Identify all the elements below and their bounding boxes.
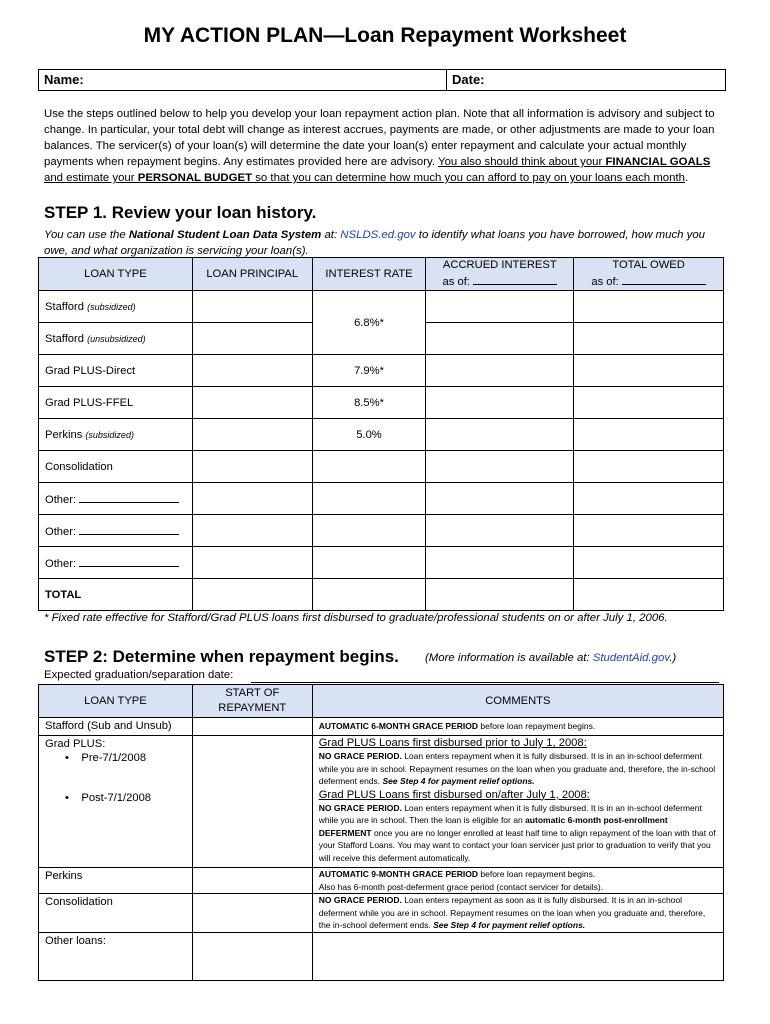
table-row: Other:	[39, 515, 724, 547]
name-date-bar	[38, 69, 726, 91]
table-row: Perkins (subsidized) 5.0%	[39, 419, 724, 451]
table-row: Consolidation NO GRACE PERIOD. Loan enters repayment as soon as it is fully disbursed. It is in an in-school deferment while you are in school. Repayment resumes on the loan when you graduate and, therefore, the in-school deferment ends. See Step 4 for payment relief options.	[39, 894, 724, 933]
table-header	[39, 258, 724, 291]
step2-note: (More information is available at: StudentAid.gov.)	[425, 652, 677, 664]
page-title: MY ACTION PLAN—Loan Repayment Worksheet	[143, 24, 627, 47]
accrued-cell[interactable]	[426, 419, 574, 451]
intro-paragraph: Use the steps outlined below to help you develop your loan repayment action plan. Note that all information is advisory and subject to change. In particular, your total debt will change as interest accrues, payments are made, or other adjustments are made to your loan balances. The servicer(s) of your loan(s) will determine the date your loan(s) enter repayment and calculate your actual monthly payments when repayment begins. Any estimates provided here are advisory. You also should think about your FINANCIAL GOALS and estimate your PERSONAL BUDGET so that you can determine how much you can afford to pay on your loans each month.	[44, 108, 715, 184]
repayment-table	[38, 684, 724, 981]
table-row: Stafford (Sub and Unsub) AUTOMATIC 6-MONTH GRACE PERIOD before loan repayment begins.	[39, 718, 724, 736]
table-row: Stafford (unsubsidized)	[39, 323, 724, 355]
name-field[interactable]: Name:	[44, 72, 84, 87]
principal-cell[interactable]	[192, 355, 312, 387]
principal-cell[interactable]	[192, 291, 312, 323]
table-row: Consolidation	[39, 451, 724, 483]
col-principal: LOAN PRINCIPAL	[192, 258, 312, 291]
nslds-link[interactable]: NSLDS.ed.gov	[340, 229, 416, 241]
col-loan-type: LOAN TYPE	[39, 258, 193, 291]
table-row: Other:	[39, 547, 724, 579]
step1-note: You can use the National Student Loan Data System at: NSLDS.ed.gov to identify what loans you have borrowed, how much you owe, and what organization is servicing your loan(s).	[44, 229, 706, 257]
total-row: TOTAL	[39, 579, 724, 611]
step2-heading: STEP 2: Determine when repayment begins.	[44, 647, 399, 666]
total-cell[interactable]	[574, 323, 724, 355]
accrued-cell[interactable]	[426, 323, 574, 355]
loan-history-table	[38, 257, 724, 611]
total-cell[interactable]	[574, 419, 724, 451]
principal-cell[interactable]	[192, 419, 312, 451]
total-cell[interactable]	[574, 355, 724, 387]
principal-cell[interactable]	[192, 387, 312, 419]
stafford-rate: 6.8%*	[312, 291, 426, 355]
table-row: Grad PLUS: • Pre-7/1/2008 • Post-7/1/2008 Grad PLUS Loans first disbursed prior to July 1, 2008: NO GRACE PERIOD. Loan enters repayment when it is fully disbursed. It is in an in-school deferment while you are in school. Repayment resumes on the loan when you graduate and, therefore, the in-school deferment ends. See Step 4 for payment relief options. Grad PLUS Loans first disbursed on/after July 1, 2008: NO GRACE PERIOD. Loan enters repayment when it is fully disbursed. It is in an in-school deferment while you are in school. Then the loan is eligible for an automatic 6-month post-enrollment DEFERMENT once you are no longer enrolled at least half time to align repayment of the loan with that of your Stafford Loans. You may want to contact your loan servicer just prior to graduation to verify that you will receive this deferment automatically.	[39, 736, 724, 868]
rate-footnote: * Fixed rate effective for Stafford/Grad PLUS loans first disbursed to graduate/professional students on or after July 1, 2006.	[44, 612, 668, 624]
studentaid-link[interactable]: StudentAid.gov	[592, 652, 670, 664]
principal-cell[interactable]	[192, 323, 312, 355]
total-cell[interactable]	[574, 291, 724, 323]
table-row: Other:	[39, 483, 724, 515]
accrued-cell[interactable]	[426, 355, 574, 387]
date-field[interactable]: Date:	[446, 70, 722, 90]
col-total: TOTAL OWED as of:	[574, 258, 724, 291]
table-row: Grad PLUS-Direct 7.9%*	[39, 355, 724, 387]
step1-heading: STEP 1. Review your loan history.	[44, 203, 317, 222]
table-row: Stafford (subsidized) 6.8%*	[39, 291, 724, 323]
accrued-cell[interactable]	[426, 291, 574, 323]
accrued-cell[interactable]	[426, 387, 574, 419]
table-row: Perkins AUTOMATIC 9-MONTH GRACE PERIOD before loan repayment begins. Also has 6-month post-deferment grace period (contact servicer for details).	[39, 868, 724, 894]
expected-date-label: Expected graduation/separation date:	[44, 669, 234, 681]
col-accrued: ACCRUED INTEREST as of:	[426, 258, 574, 291]
table-row: Other loans:	[39, 932, 724, 980]
col-rate: INTEREST RATE	[312, 258, 426, 291]
total-cell[interactable]	[574, 387, 724, 419]
table-header: LOAN TYPE START OF REPAYMENT COMMENTS	[39, 685, 724, 718]
table-row: Grad PLUS-FFEL 8.5%*	[39, 387, 724, 419]
expected-date-input[interactable]	[251, 682, 719, 683]
